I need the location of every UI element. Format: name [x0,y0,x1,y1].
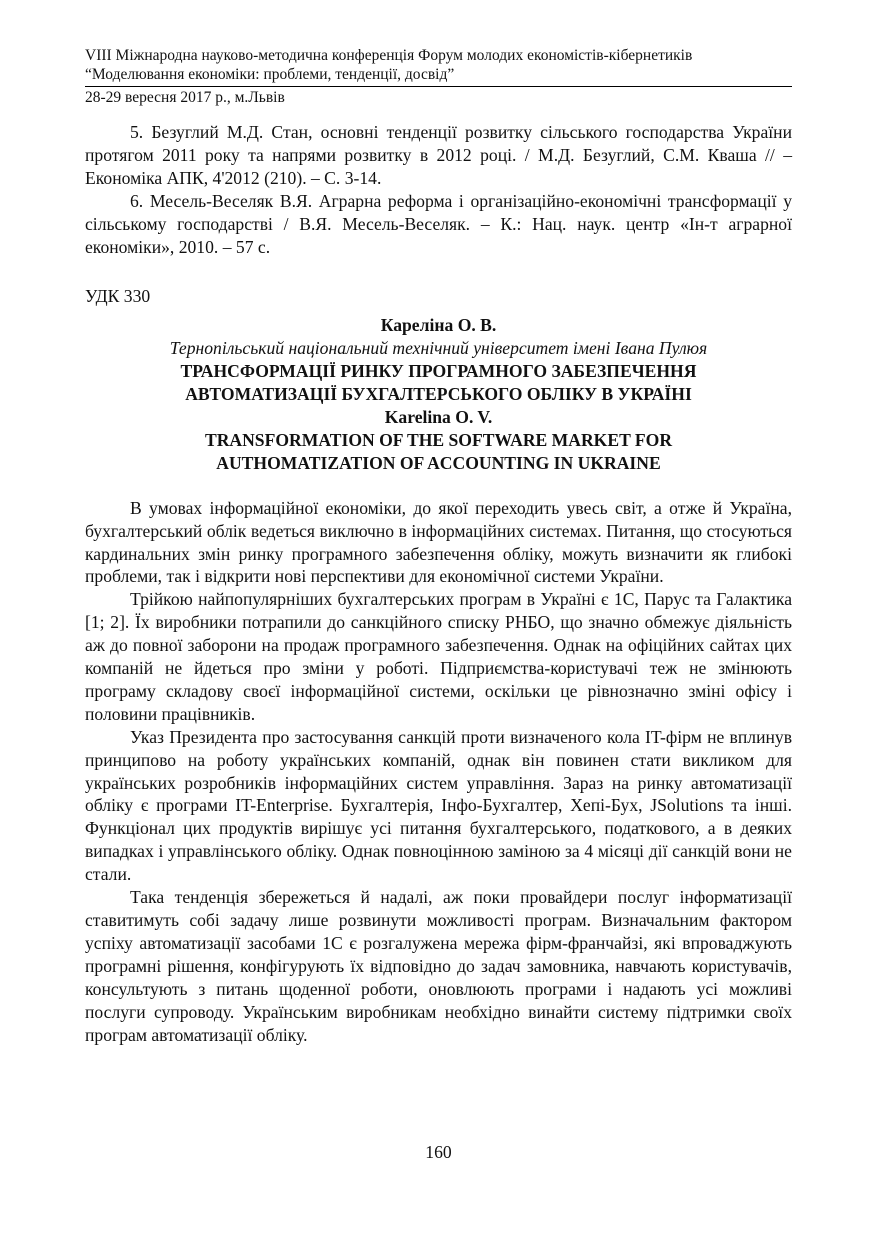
page-number: 160 [425,1142,452,1162]
udk-code: УДК 330 [85,286,151,307]
references-list [85,121,792,258]
body-paragraph: Трійкою найпопулярніших бухгалтерських програм в Україні є 1С, Парус та Галактика [1; 2]. Їх виробники потрапили до санкційного списку РНБО, що значно обмежує діяльність аж до повної заборони на продаж програмного забезпечення. Однак на офіційних сайтах цих компаній не йдеться про зміни у роботі. Підприємства-користувачі теж не змінюють програму складову своєї інформаційної системи, оскільки це рівнозначно зміні офісу і половини працівників. [85,589,792,724]
header-line-2: “Моделювання економіки: проблеми, тенденції, досвід” [85,66,455,83]
reference-item: 6. Месель-Веселяк В.Я. Аграрна реформа і організаційно-економічні трансформації у сільському господарстві / В.Я. Месель-Веселяк. – К.: Нац. наук. центр «Ін-т аграрної економіки», 2010. – 57 с. [85,190,792,257]
affiliation: Тернопільський національний технічний університет імені Івана Пулюя [169,338,708,359]
header-dates: 28-29 вересня 2017 р., м.Львів [85,89,285,106]
reference-item: 5. Безуглий М.Д. Стан, основні тенденції розвитку сільського господарства України протягом 2011 року та напрями розвитку в 2012 році. / М.Д. Безуглий, С.М. Кваша // – Економіка АПК, 4'2012 (210). – С. 3-14. [85,122,792,188]
header-line-1: VIII Міжнародна науково-методична конференція Форум молодих економістів-кібернетиків [85,47,693,64]
title-en-line-2: AUTHOMATIZATION OF ACCOUNTING IN UKRAINE [216,452,661,473]
body-paragraph: Указ Президента про застосування санкцій проти визначеного кола IT-фірм не вплинув принципово на роботу українських компаній, однак він повинен стати викликом для українських розробників інформаційних систем управління. Зараз на ринку автоматизації обліку є програми IT-Enterprise. Бухгалтерія, Інфо-Бухгалтер, Хепі-Бух, JSolutions та інші. Функціонал цих продуктів вирішує усі питання бухгалтерського, податкового, а в деяких випадках і управлінського обліку. Однак повноцінною заміною за 4 місяці дії санкцій вони не стали. [85,726,792,885]
conference-header [85,46,792,107]
article-body [85,497,792,1047]
title-en-line-1: TRANSFORMATION OF THE SOFTWARE MARKET FOR [204,429,673,450]
author-en: Karelina O. V. [384,406,493,427]
header-rule [85,86,792,87]
author-ua: Кареліна О. В. [380,315,497,336]
title-ua-line-1: ТРАНСФОРМАЦІЇ РИНКУ ПРОГРАМНОГО ЗАБЕЗПЕЧЕННЯ [180,361,697,382]
page [85,46,792,1046]
title-ua-line-2: АВТОМАТИЗАЦІЇ БУХГАЛТЕРСЬКОГО ОБЛІКУ В УКРАЇНІ [185,384,692,405]
body-paragraph: В умовах інформаційної економіки, до якої переходить увесь світ, а отже й Україна, бухгалтерський облік ведеться виключно в інформаційних системах. Питання, що стосуються кардинальних змін ринку програмного забезпечення обліку, можуть визначити як глибокі проблеми, так і відкрити нові перспективи для економічної системи України. [85,497,792,587]
body-paragraph: Така тенденція збережеться й надалі, аж поки провайдери послуг інформатизації ставитимуть собі задачу лише розвинути можливості програм. Визначальним фактором успіху автоматизації засобами 1С є розгалужена мережа фірм-франчайзі, які впроваджують програмні рішення, конфігурують їх відповідно до задач замовника, навчають користувачів, консультують з питань щоденної роботи, оновлюють програми і надають усі можливі послуги супроводу. Українським виробникам необхідно винайти систему підтримки своїх програм автоматизації обліку. [85,887,792,1045]
